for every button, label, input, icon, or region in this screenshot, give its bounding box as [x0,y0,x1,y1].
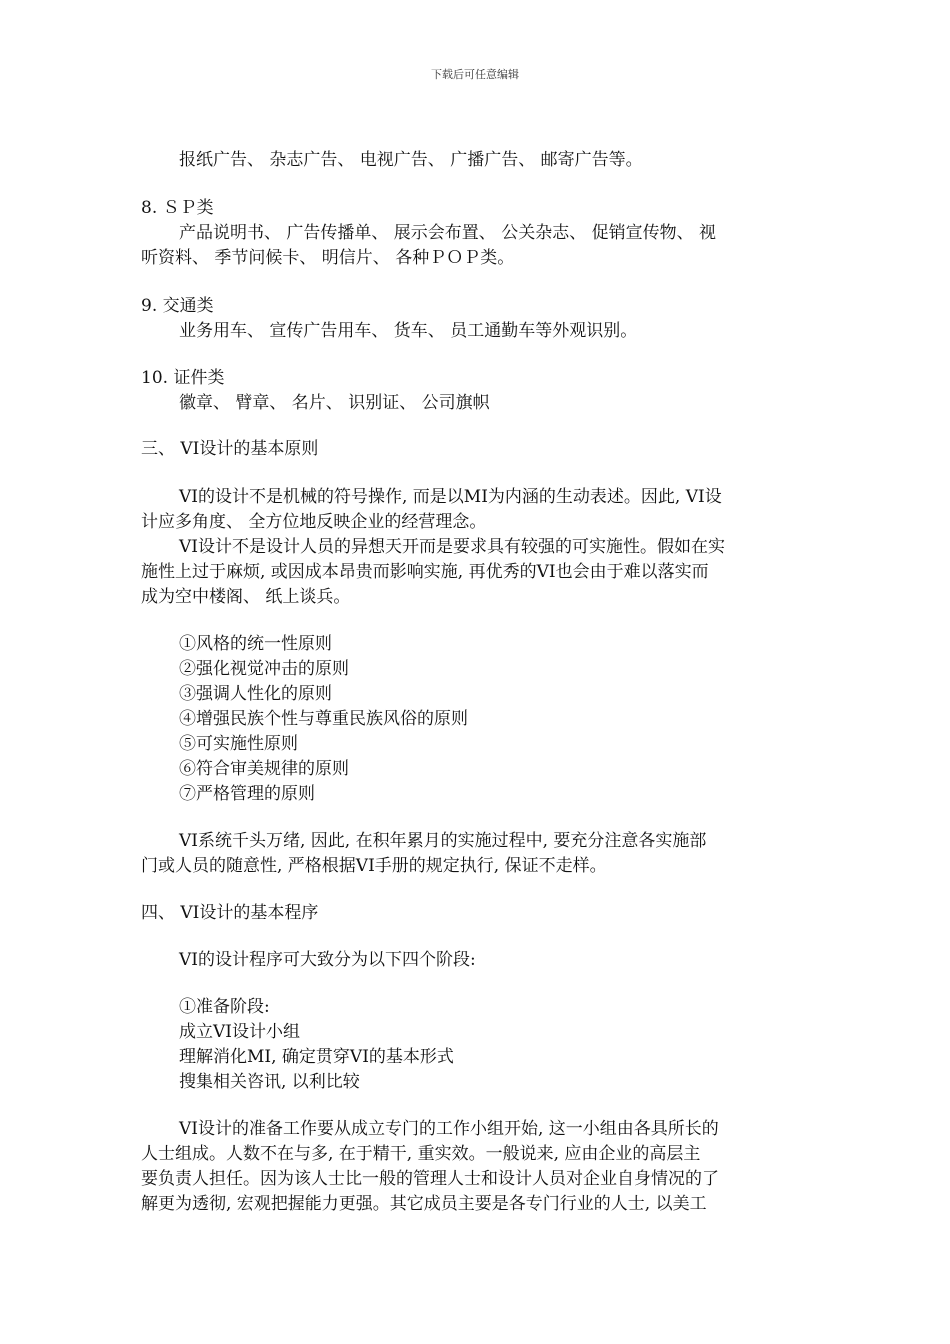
paragraph-line: VI的设计程序可大致分为以下四个阶段: [179,950,476,970]
text-line: 报纸广告、 杂志广告、 电视广告、 广播广告、 邮寄广告等。 [179,150,643,170]
list-item: 搜集相关咨讯, 以利比较 [179,1072,360,1092]
text-line: 听资料、 季节问候卡、 明信片、 各种ＰＯＰ类。 [141,248,515,268]
list-item: ①准备阶段: [179,997,270,1017]
list-item: ②强化视觉冲击的原则 [179,659,349,679]
section-heading: 10. 证件类 [141,368,225,388]
paragraph-line: 计应多角度、 全方位地反映企业的经营理念。 [141,512,487,532]
paragraph-line: 人士组成。人数不在与多, 在于精干, 重实效。一般说来, 应由企业的高层主 [141,1144,701,1164]
list-item: 成立VI设计小组 [179,1022,300,1042]
paragraph-line: 解更为透彻, 宏观把握能力更强。其它成员主要是各专门行业的人士, 以美工 [141,1194,707,1214]
paragraph-line: 门或人员的随意性, 严格根据VI手册的规定执行, 保证不走样。 [141,856,607,876]
paragraph-line: VI设计的准备工作要从成立专门的工作小组开始, 这一小组由各具所长的 [179,1119,719,1139]
section-heading: 9. 交通类 [141,296,214,316]
paragraph-line: 要负责人担任。因为该人士比一般的管理人士和设计人员对企业自身情况的了 [141,1169,719,1189]
page-header: 下载后可任意编辑 [431,68,519,81]
text-line: 业务用车、 宣传广告用车、 货车、 员工通勤车等外观识别。 [179,321,638,341]
list-item: ④增强民族个性与尊重民族风俗的原则 [179,709,468,729]
list-item: ③强调人性化的原则 [179,684,332,704]
paragraph-line: VI系统千头万绪, 因此, 在积年累月的实施过程中, 要充分注意各实施部 [179,831,707,851]
list-item: 理解消化MI, 确定贯穿VI的基本形式 [179,1047,454,1067]
list-item: ①风格的统一性原则 [179,634,332,654]
list-item: ⑦严格管理的原则 [179,784,315,804]
paragraph-line: VI设计不是设计人员的异想天开而是要求具有较强的可实施性。假如在实 [179,537,725,557]
section-heading: 四、 VI设计的基本程序 [141,903,319,923]
text-line: 徽章、 臂章、 名片、 识别证、 公司旗帜 [179,393,490,413]
paragraph-line: 成为空中楼阁、 纸上谈兵。 [141,587,351,607]
paragraph-line: 施性上过于麻烦, 或因成本昂贵而影响实施, 再优秀的VI也会由于难以落实而 [141,562,709,582]
section-heading: 三、 VI设计的基本原则 [141,439,319,459]
section-heading: 8. ＳＰ类 [141,198,214,218]
paragraph-line: VI的设计不是机械的符号操作, 而是以MI为内涵的生动表述。因此, VI设 [179,487,722,507]
list-item: ⑥符合审美规律的原则 [179,759,349,779]
text-line: 产品说明书、 广告传播单、 展示会布置、 公关杂志、 促销宣传物、 视 [179,223,717,243]
list-item: ⑤可实施性原则 [179,734,298,754]
